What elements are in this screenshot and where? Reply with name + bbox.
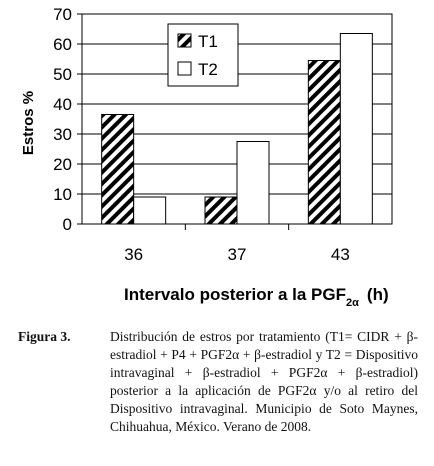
x-tick-label: 37 [227,245,247,264]
caption-label: Figura 3. [18,329,71,344]
y-tick-label: 20 [53,155,72,174]
legend-label-t1: T1 [198,32,218,51]
y-tick-labels [53,5,72,234]
bar-t1-43 [308,61,340,225]
y-tick-label: 50 [53,65,72,84]
x-tick-label: 36 [124,245,144,264]
y-tick-label: 10 [53,185,72,204]
legend-swatch-t2 [178,62,191,75]
bar-t1-37 [205,197,237,224]
bar-t2-37 [237,142,269,225]
caption-text: Distribución de estros por tratamiento (T1= CIDR + β-estradiol + P4 + PGF2α + β-estradiol y T2 = Dispositivo intravaginal + β-estradiol + PGF2α + β-estradiol) posterior a la aplicación de PGF2α y/o al retiro del Dispositivo intravaginal. Municipio de Soto Maynes, Chihuahua, México. Verano de 2008. [110,329,418,434]
x-tick-label: 43 [330,245,350,264]
y-tick-label: 70 [53,5,72,24]
legend-swatch-t1 [178,34,191,47]
x-axis-label-subscript: 2α [346,297,359,309]
legend [168,24,238,86]
y-tick-label: 0 [62,215,72,234]
x-tick-labels [124,245,350,264]
x-axis-label [124,285,389,309]
bar-t2-36 [134,197,166,224]
legend-label-t2: T2 [198,60,218,79]
bar-t1-36 [102,115,134,225]
y-tick-label: 40 [53,95,72,114]
y-tick-label: 30 [53,125,72,144]
y-axis-label: Estros % [20,90,37,156]
x-axis-label-main: Intervalo posterior a la PGF [124,285,347,304]
bar-t2-43 [340,34,372,225]
x-axis-label-unit: (h) [366,285,389,304]
y-tick-label: 60 [53,35,72,54]
